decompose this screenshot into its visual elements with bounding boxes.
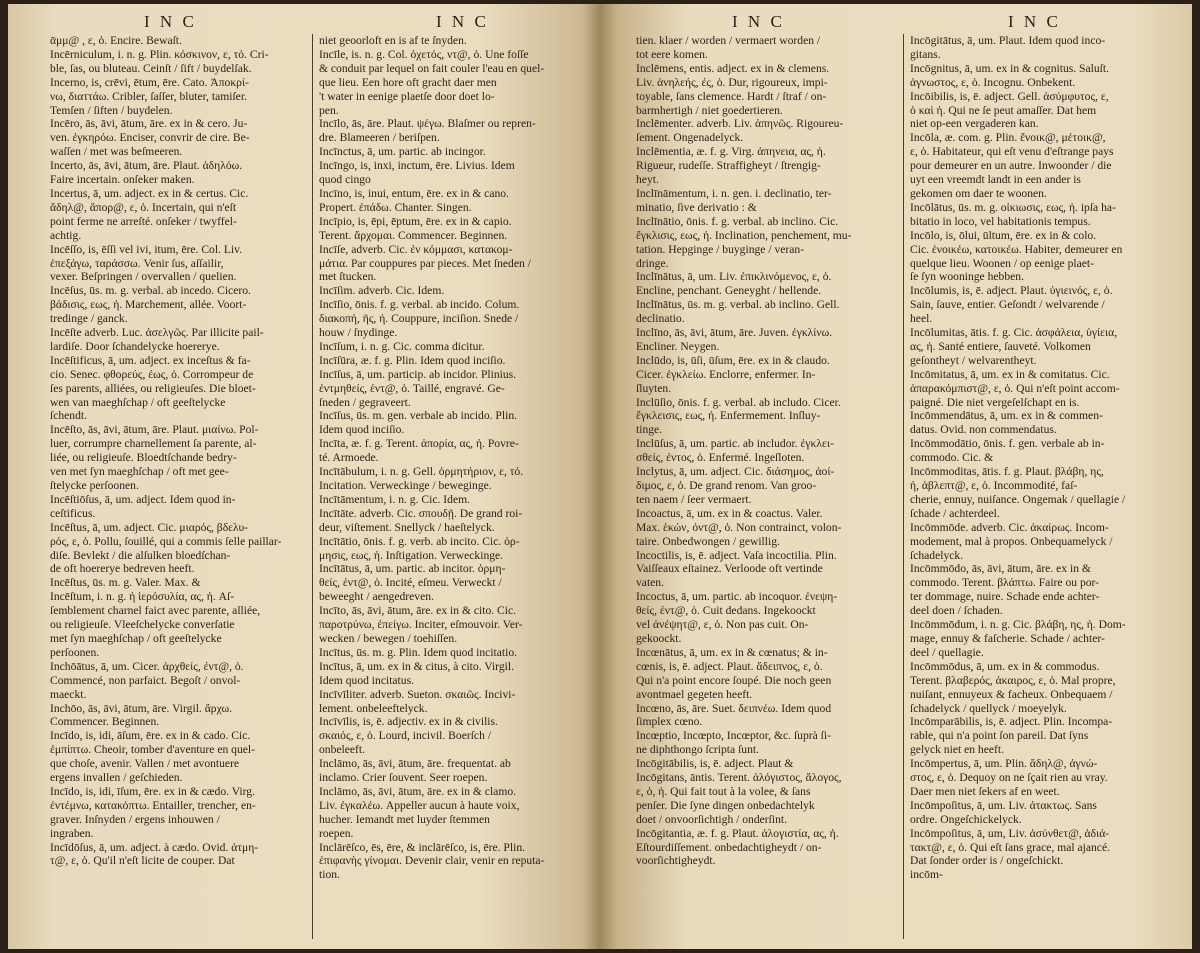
dictionary-line: uyt een vreemdt landt in een ander is bbox=[910, 173, 1081, 187]
dictionary-line: Incīvīlis, is, ē. adjectiv. ex in & civilis. bbox=[319, 715, 498, 729]
dictionary-line: wecken / bewegen / toehiſſen. bbox=[319, 631, 458, 645]
dictionary-line: inclamo. Crier ſouvent. Seer roepen. bbox=[319, 771, 488, 785]
dictionary-line: deel / quellagie. bbox=[910, 645, 984, 659]
dictionary-line: Incōlumis, is, ē. adject. Plaut. ὑγιεινός, ε, ὁ. bbox=[910, 284, 1113, 298]
dictionary-line: deel doen / ſchaden. bbox=[910, 604, 1003, 618]
dictionary-line: taire. Onbedwongen / gewillig. bbox=[636, 534, 780, 548]
dictionary-line: Inclīno, ās, āvi, ātum, āre. Juven. ἐγκλίνω. bbox=[636, 326, 833, 340]
dictionary-line: Incīdo, is, idi, īſum, ēre. ex in & cædo. Virg. bbox=[50, 784, 255, 798]
dictionary-line: Incīngo, is, inxi, inctum, ēre. Livius. Idem bbox=[319, 159, 515, 173]
dictionary-line: ſement. Ongenadelyck. bbox=[636, 131, 744, 145]
dictionary-line: ἐπεξάγω, ταράσσω. Venir ſus, aſſailir, bbox=[50, 256, 224, 270]
dictionary-line: heel. bbox=[910, 312, 933, 326]
dictionary-line: Terent. βλαβερός, ἀκαιρος, ε, ὁ. Mal propre, bbox=[910, 673, 1116, 687]
dictionary-line: Incōlumitas, ātis. f. g. Cic. ἀσφάλεια, ὑγίεια, bbox=[910, 326, 1118, 340]
dictionary-line: Faire incertain. onſeker maken. bbox=[50, 173, 195, 187]
dictionary-line: Incīpio, is, ēpi, ēptum, ēre. ex in & capio. bbox=[319, 214, 512, 228]
dictionary-line: Inclīnātus, ūs. m. g. verbal. ab inclino. Gell. bbox=[636, 298, 840, 312]
dictionary-line: βάδισις, εως, ἡ. Marchement, allée. Voort- bbox=[50, 298, 247, 312]
dictionary-line: dre. Blameeren / beriſpen. bbox=[319, 131, 440, 145]
dictionary-line: ven met ſyn maeghſchap / oft met gee- bbox=[50, 465, 229, 479]
dictionary-line: Incēſtus, ā, um. adject. Cic. μιαρός, βδελυ- bbox=[50, 520, 249, 534]
dictionary-line: Incēſtificus, ā, um. adject. ex inceſtus & fa- bbox=[50, 353, 251, 367]
dictionary-line: Incīſe, adverb. Cic. ἐν κόμμασι, κατακομ- bbox=[319, 242, 513, 256]
dictionary-line: Eſtourdiſſement. onbedachtigheydt / on- bbox=[636, 840, 822, 854]
dictionary-line: met ſyn maeghſchap / oft geeſtelycke bbox=[50, 631, 222, 645]
dictionary-line: vaten. bbox=[636, 576, 665, 590]
dictionary-line: ſe ſyn wooninge hebben. bbox=[910, 270, 1024, 284]
dictionary-line: σθείς, έντος, ὁ. Enfermé. Ingeſloten. bbox=[636, 451, 805, 465]
dictionary-line: νω, διαττάω. Cribler, ſaſſer, bluter, tamiſer. bbox=[50, 89, 247, 103]
dictionary-line: datus. Ovid. non commendatus. bbox=[910, 423, 1057, 437]
dictionary-line: Incōgitābilis, is, ē. adject. Plaut & bbox=[636, 757, 794, 771]
dictionary-line: vexer. Beſpringen / overvallen / quelien. bbox=[50, 270, 237, 284]
dictionary-line: houw / ſnydinge. bbox=[319, 326, 398, 340]
dictionary-line: Incoctilis, is, ē. adject. Vaſa incoctilia. Plin. bbox=[636, 548, 837, 562]
dictionary-line: Incīnctus, ā, um. partic. ab incingor. bbox=[319, 145, 486, 159]
dictionary-line: Inclūſus, ā, um. partic. ab includor. ἐγκλει- bbox=[636, 437, 834, 451]
dictionary-line: luer, corrumpre charnellement ſa parente, al- bbox=[50, 437, 257, 451]
dictionary-line: de oft hoererye bedreven heeft. bbox=[50, 562, 195, 576]
dictionary-line: Incīno, is, inui, entum, ēre. ex in & cano. bbox=[319, 186, 509, 200]
dictionary-line: Inclāmo, ās, āvi, ātum, āre. frequentat. ab bbox=[319, 757, 511, 771]
dictionary-line: dringe. bbox=[636, 256, 669, 270]
dictionary-line: que choſe, avenir. Vallen / met avontuere bbox=[50, 757, 240, 771]
dictionary-line: ergens invallen / geſchieden. bbox=[50, 771, 183, 785]
dictionary-line: ἔγκλεισις, εως, ἡ. Enfermement. Inſluy- bbox=[636, 409, 821, 423]
dictionary-line: Rigueur, rudeſſe. Straffigheyt / ſtrengig- bbox=[636, 159, 821, 173]
dictionary-line: ne diphthongo ſcripta ſunt. bbox=[636, 743, 760, 757]
dictionary-line: θείς, έντ@, ὁ. Incité, eſmeu. Verweckt / bbox=[319, 576, 502, 590]
dictionary-line: μάτια. Par couppures par pieces. Met ſneden / bbox=[319, 256, 531, 270]
right-page-columns bbox=[630, 34, 1176, 939]
dictionary-line: Inchōo, ās, āvi, ātum, āre. Virgil. ἄρχω. bbox=[50, 701, 232, 715]
dictionary-line: ble, ſas, ou bluteau. Ceinſt / ſift / buydelſak. bbox=[50, 61, 252, 75]
running-head-left: I N C bbox=[732, 12, 785, 31]
dictionary-line: Incōlātus, ūs. m. g. οἰκιωσις, εως, ἡ. ipſa ha- bbox=[910, 200, 1116, 214]
dictionary-line: gitans. bbox=[910, 47, 941, 61]
dictionary-line: Incōgitātus, ā, um. Plaut. Idem quod inco- bbox=[910, 34, 1106, 47]
dictionary-line: Incīlo, ās, āre. Plaut. ψέγω. Blaſmer ou repren- bbox=[319, 117, 536, 131]
dictionary-line: ἐμπίπτω. Cheoir, tomber d'aventure en quel- bbox=[50, 743, 255, 757]
dictionary-line: Incōmmodātio, ōnis. f. gen. verbale ab in- bbox=[910, 437, 1105, 451]
dictionary-line: incōm- bbox=[910, 868, 943, 882]
dictionary-line: ἄδηλ@, ἄπορ@, ε, ὁ. Incertain, qui n'eſt bbox=[50, 200, 237, 214]
dictionary-line: cherie, ennuy, nuiſance. Ongemak / quellagie / bbox=[910, 492, 1126, 506]
dictionary-line: τακτ@, ε, ὁ. Qui eſt ſans grace, mal ajancé. bbox=[910, 840, 1110, 854]
dictionary-line: Encliner. Neygen. bbox=[636, 339, 720, 353]
dictionary-line: ſchadelyck / quellyck / moeyelyk. bbox=[910, 701, 1067, 715]
dictionary-line: Inclīnāmentum, i. n. gen. i. declinatio, ter- bbox=[636, 186, 832, 200]
dictionary-line: Inclytus, ā, um. adject. Cic. διάσημος, ἀοί- bbox=[636, 465, 835, 479]
dictionary-line: té. Armoede. bbox=[319, 451, 379, 465]
dictionary-line: Incītābulum, i. n. g. Gell. ὁρμητήριον, ε, τό. bbox=[319, 465, 524, 479]
dictionary-line: tation. Hepginge / buyginge / veran- bbox=[636, 242, 805, 256]
dictionary-line: Inclāmo, ās, āvi, ātum, āre. ex in & clamo. bbox=[319, 784, 517, 798]
dictionary-line: Temſen / ſiften / buydelen. bbox=[50, 103, 173, 117]
dictionary-line: ſemblement charnel faict avec parente, alliée, bbox=[50, 604, 261, 618]
dictionary-line: Propert. ἐπάδω. Chanter. Singen. bbox=[319, 200, 472, 214]
dictionary-line: onbeleeft. bbox=[319, 743, 366, 757]
dictionary-line: heyt. bbox=[636, 173, 659, 187]
dictionary-line: Inclēmens, entis. adject. ex in & clemens. bbox=[636, 61, 830, 75]
dictionary-line: wen van maeghſchap / oft geeſtelycke bbox=[50, 395, 226, 409]
dictionary-line: διμος, ε, ὁ. De grand renom. Van groo- bbox=[636, 479, 817, 492]
dictionary-line: commodo. Terent. βλάπτω. Faire ou por- bbox=[910, 576, 1100, 590]
dictionary-line: lardiſe. Door ſchandelycke hoererye. bbox=[50, 339, 220, 353]
left-page bbox=[8, 4, 600, 949]
dictionary-line: Incōmmendātus, ā, um. ex in & commen- bbox=[910, 409, 1103, 423]
dictionary-line: ρός, ε, ὁ. Pollu, ſouillé, qui a commis ſelle paillar- bbox=[50, 534, 282, 548]
dictionary-line: Incōlo, is, ōlui, ūltum, ēre. ex in & colo. bbox=[910, 228, 1097, 242]
dictionary-line: Encline, penchant. Geneyght / hellende. bbox=[636, 284, 822, 298]
dictionary-line: Incōmmoditas, ātis. f. g. Plaut. βλάβη, ης, bbox=[910, 465, 1104, 479]
dictionary-line: Incīſus, ūs. m. gen. verbale ab incido. Plin. bbox=[319, 409, 518, 423]
dictionary-line: ἀπαρακόμπιστ@, ε, ὁ. Qui n'eſt point accom- bbox=[910, 381, 1120, 395]
dictionary-line: & conduit par lequel on fait couler l'eau en quel- bbox=[319, 61, 545, 75]
dictionary-line: Incērniculum, i. n. g. Plin. κόσκινον, ε, τό. Cri- bbox=[50, 47, 269, 61]
dictionary-line: Incitation. Verweckinge / beweginge. bbox=[319, 479, 492, 492]
dictionary-line: Incēſſo, is, ēſſi vel ivi, itum, ēre. Col. Liv. bbox=[50, 242, 243, 256]
dictionary-line: ſneden / gegraveert. bbox=[319, 395, 411, 409]
dictionary-line: Incōgitantia, æ. f. g. Plaut. ἀλογιστία, ας, ἡ. bbox=[636, 826, 839, 840]
dictionary-line: pen. bbox=[319, 103, 339, 117]
dictionary-line: Daer men niet ſekers af en weet. bbox=[910, 784, 1060, 798]
dictionary-line: Incōmmōde. adverb. Cic. ἀκαίρως. Incom- bbox=[910, 520, 1109, 534]
dictionary-line: Cicer. ἐγκλείω. Enclorre, enfermer. In- bbox=[636, 367, 816, 381]
dictionary-line: Incēſtus, ūs. m. g. Valer. Max. & bbox=[50, 576, 201, 590]
dictionary-line: Incītātus, ā, um. partic. ab incitor. ὁρμη- bbox=[319, 562, 506, 576]
book-spread bbox=[8, 4, 1192, 949]
dictionary-line: ingraben. bbox=[50, 826, 94, 840]
dictionary-line: Commencer. Beginnen. bbox=[50, 715, 160, 729]
dictionary-line: ceſtificus. bbox=[50, 506, 96, 520]
dictionary-line: Incīſim. adverb. Cic. Idem. bbox=[319, 284, 445, 298]
dictionary-line: Inclūſio, ōnis. f. g. verbal. ab includo. Cicer. bbox=[636, 395, 841, 409]
left-page-columns bbox=[44, 34, 580, 939]
dictionary-line: ἡ, ἀβλεπτ@, ε, ὁ. Incommodité, faſ- bbox=[910, 479, 1078, 492]
dictionary-line: Incīſūra, æ. f. g. Plin. Idem quod inciſio. bbox=[319, 353, 506, 367]
running-head-right: I N C bbox=[436, 12, 489, 31]
dictionary-line: Cic. ἐνοικέω, κατοικέω. Habiter, demeurer en bbox=[910, 242, 1123, 256]
dictionary-line: Inclīnātio, ōnis. f. g. verbal. ab inclino. Cic. bbox=[636, 214, 839, 228]
right-page-header bbox=[600, 10, 1192, 32]
dictionary-line: στος, ε, ὁ. Dequoy on ne ſçait rien au vray. bbox=[910, 771, 1108, 785]
dictionary-line: ordre. Ongeſchickelyck. bbox=[910, 812, 1022, 826]
dictionary-line: Inchōātus, ā, um. Cicer. ἀρχθείς, έντ@, ὁ. bbox=[50, 659, 244, 673]
dictionary-line: tredinge / ganck. bbox=[50, 312, 128, 326]
dictionary-line: pour demeurer en un autre. Inwoonder / die bbox=[910, 159, 1112, 173]
dictionary-line: liée, ou religieuſe. Bloedtſchande bedry- bbox=[50, 451, 237, 465]
dictionary-line: rable, qui n'a point ſon pareil. Dat ſyns bbox=[910, 729, 1089, 743]
dictionary-line: ſchade / achterdeel. bbox=[910, 506, 1000, 520]
right-page-column-2 bbox=[903, 34, 1176, 939]
dictionary-line: Incīvīliter. adverb. Sueton. σκαιῶς. Incivi- bbox=[319, 687, 516, 701]
dictionary-line: Incerno, is, crēvi, ētum, ēre. Cato. Ἀποκρί- bbox=[50, 75, 249, 89]
dictionary-line: ἐντμηθείς, έντ@, ὁ. Taillé, engravé. Ge- bbox=[319, 381, 505, 395]
dictionary-line: niet op-een vergaderen kan. bbox=[910, 117, 1039, 131]
dictionary-line: graver. Inſnyden / ergens inhouwen / bbox=[50, 812, 220, 826]
dictionary-line: ſes parents, alliées, ou religieuſes. Die bloet- bbox=[50, 381, 256, 395]
running-head-right: I N C bbox=[1008, 12, 1061, 31]
dictionary-line: tot eere komen. bbox=[636, 47, 708, 61]
dictionary-line: Inclīnātus, ā, um. Liv. ἐπικλινόμενος, ε, ὁ. bbox=[636, 270, 832, 284]
dictionary-line: Liv. ἐγκαλέω. Appeller aucun à haute voix, bbox=[319, 798, 520, 812]
dictionary-line: Incīle, is. n. g. Col. ὀχετός, ντ@, ὁ. Une foſſe bbox=[319, 47, 529, 61]
dictionary-line: tinge. bbox=[636, 423, 663, 437]
dictionary-line: Incōmparābilis, is, ē. adject. Plin. Incompa- bbox=[910, 715, 1113, 729]
dictionary-line: Incīſus, ā, um. particip. ab incidor. Plinius. bbox=[319, 367, 517, 381]
dictionary-line: cio. Senec. φθορεύς, έως, ὁ. Corrompeur de bbox=[50, 367, 254, 381]
dictionary-line: niet geoorloft en is af te ſnyden. bbox=[319, 34, 467, 47]
dictionary-line: ſluyten. bbox=[636, 381, 672, 395]
dictionary-line: diſe. Bevlekt / die alſulken bloedſchan- bbox=[50, 548, 231, 562]
dictionary-line: ſtelycke perſoonen. bbox=[50, 479, 139, 492]
dictionary-line: Incītus, ūs. m. g. Plin. Idem quod incitatio. bbox=[319, 645, 518, 659]
dictionary-line: penſer. Die ſyne dingen onbedachtelyk bbox=[636, 798, 815, 812]
dictionary-line: σκαιός, ε, ὁ. Lourd, incivil. Boerſch / bbox=[319, 729, 491, 743]
dictionary-line: Max. ἑκών, όντ@, ὁ. Non contrainct, volon- bbox=[636, 520, 842, 534]
dictionary-line: tien. klaer / worden / vermaert worden / bbox=[636, 34, 821, 47]
dictionary-line: ἐντέμνω, κατακόπτω. Entailler, trencher, en- bbox=[50, 798, 256, 812]
dictionary-line: Incēſtum, i. n. g. ἡ ἱερόσυλία, ας, ἡ. Aſ- bbox=[50, 590, 235, 604]
dictionary-line: avontmael gegeten heeft. bbox=[636, 687, 753, 701]
running-head-left: I N C bbox=[144, 12, 197, 31]
dictionary-line: Idem quod incitatus. bbox=[319, 673, 414, 687]
dictionary-line: Incoctus, ā, um. partic. ab incoquor. ἐνεψη- bbox=[636, 590, 838, 604]
dictionary-line: Incōgitans, āntis. Terent. ἀλόγιστος, ἄλογος, bbox=[636, 771, 842, 785]
dictionary-line: doet / onvoorſichtigh / onderſint. bbox=[636, 812, 788, 826]
dictionary-line: Incīdo, is, idi, āſum, ēre. ex in & cado. Cic. bbox=[50, 729, 251, 743]
dictionary-line: Incœnātus, ā, um. ex in & cœnatus; & in- bbox=[636, 645, 828, 659]
dictionary-line: Incœptio, Incœpto, Incœptor, &c. ſuprà ſi- bbox=[636, 729, 831, 743]
dictionary-line: ε, ὁ. Habitateur, qui eſt venu d'eſtrange pays bbox=[910, 145, 1114, 159]
dictionary-line: ὁ καὶ ἡ. Qui ne ſe peut amaſſer. Dat hem bbox=[910, 103, 1097, 117]
dictionary-line: Terent. ἄρχομαι. Commencer. Beginnen. bbox=[319, 228, 508, 242]
dictionary-line: ſchadelyck. bbox=[910, 548, 964, 562]
dictionary-line: διακοπή, ῆς, ἡ. Couppure, inciſion. Snede / bbox=[319, 312, 519, 326]
dictionary-line: cœnis, is, ē. adject. Plaut. ἄδειπνος, ε, ὁ. bbox=[636, 659, 823, 673]
dictionary-line: Incīdōſus, ā, um. adject. à cædo. Ovid. ἀτμη- bbox=[50, 840, 259, 854]
dictionary-line: Inclūdo, is, ūſi, ūſum, ēre. ex in & claudo. bbox=[636, 353, 830, 367]
dictionary-line: ter dommage, nuire. Schade ende achter- bbox=[910, 590, 1100, 604]
dictionary-line: Inclēmentia, æ. f. g. Virg. ἀπηνεια, ας, ἡ. bbox=[636, 145, 826, 159]
dictionary-line: Incōmmōdo, ās, āvi, ātum, āre. ex in & bbox=[910, 562, 1091, 576]
dictionary-line: perſoonen. bbox=[50, 645, 100, 659]
dictionary-line: θείς, έντ@, ὁ. Cuit dedans. Ingekoockt bbox=[636, 604, 816, 618]
dictionary-line: lement. onbeleeftelyck. bbox=[319, 701, 428, 715]
dictionary-line: commodo. Cic. & bbox=[910, 451, 994, 465]
dictionary-line: Incītāte. adverb. Cic. σπουδῇ. De grand roi- bbox=[319, 506, 523, 520]
dictionary-line: minatio, ſive derivatio : & bbox=[636, 200, 757, 214]
dictionary-line: roepen. bbox=[319, 826, 354, 840]
dictionary-line: quelque lieu. Woonen / op eenige plaet- bbox=[910, 256, 1094, 270]
dictionary-line: Incōibilis, is, ē. adject. Gell. ἀσύμφυτος, ε, bbox=[910, 89, 1109, 103]
dictionary-line: Liv. ἀνηλεής, ές, ὁ. Dur, rigoureux, impi- bbox=[636, 75, 828, 89]
dictionary-line: Idem quod inciſio. bbox=[319, 423, 405, 437]
dictionary-line: toyable, ſans clemence. Hardt / ſtraf / on- bbox=[636, 89, 827, 103]
dictionary-line: Incōla, æ. com. g. Plin. ἔνοικ@, μέτοικ@, bbox=[910, 131, 1106, 145]
dictionary-line: ἐπιφανὴς γίνομαι. Devenir clair, venir en reputa- bbox=[319, 854, 545, 868]
dictionary-line: Incoactus, ā, um. ex in & coactus. Valer. bbox=[636, 506, 823, 520]
dictionary-line: gekoockt. bbox=[636, 631, 682, 645]
dictionary-line: Incīſum, i. n. g. Cic. comma dicitur. bbox=[319, 339, 485, 353]
dictionary-line: maeckt. bbox=[50, 687, 87, 701]
dictionary-line: Incōmitatus, ā, um. ex in & comitatus. Cic. bbox=[910, 367, 1110, 381]
dictionary-line: ᾱμμ@ , ε, ὁ. Encire. Bewaſt. bbox=[50, 34, 182, 47]
left-page-header bbox=[8, 10, 600, 32]
dictionary-line: Inclēmenter. adverb. Liv. ἀπηνῶς. Rigoureu- bbox=[636, 117, 844, 131]
dictionary-line: que lieu. Een hore oft gracht daer men bbox=[319, 75, 497, 89]
dictionary-line: mage, ennuy & faſcherie. Schade / achter- bbox=[910, 631, 1105, 645]
dictionary-line: tion. bbox=[319, 868, 340, 882]
dictionary-line: bitatio in loco, vel habitationis tempus. bbox=[910, 214, 1091, 228]
dictionary-line: Incœno, ās, āre. Suet. δειπνέω. Idem quod bbox=[636, 701, 832, 715]
dictionary-line: Incītāmentum, i. n. g. Cic. Idem. bbox=[319, 492, 471, 506]
dictionary-line: τ@, ε, ὁ. Qu'il n'eſt licite de couper. Dat bbox=[50, 854, 235, 868]
dictionary-line: ἔγκλισις, εως, ἡ. Inclination, penchement, mu- bbox=[636, 228, 852, 242]
dictionary-line: Incītātio, ōnis. f. g. verb. ab incito. Cic. ὁρ- bbox=[319, 534, 520, 548]
left-page-column-1 bbox=[44, 34, 312, 939]
dictionary-line: voorſichtigheydt. bbox=[636, 854, 716, 868]
dictionary-line: gekomen om daer te woonen. bbox=[910, 186, 1047, 200]
dictionary-line: Incōmmōdum, i. n. g. Cic. βλάβη, ης, ἡ. Dom- bbox=[910, 618, 1126, 632]
dictionary-line: ας, ἡ. Santé entiere, ſauveté. Volkomen bbox=[910, 339, 1091, 353]
dictionary-line: μησις, εως, ἡ. Inſtigation. Verweckinge. bbox=[319, 548, 504, 562]
dictionary-line: παροτρύνω, ἐπείγω. Inciter, eſmouvoir. Ver- bbox=[319, 618, 523, 632]
dictionary-line: paigné. Die niet vergeſelſchapt en is. bbox=[910, 395, 1080, 409]
dictionary-line: Incīta, æ. f. g. Terent. ἀπορία, ας, ἡ. Povre- bbox=[319, 437, 519, 451]
dictionary-line: Incīſio, ōnis. f. g. verbal. ab incido. Colum. bbox=[319, 298, 520, 312]
dictionary-line: Qui n'a point encore ſoupé. Die noch geen bbox=[636, 673, 832, 687]
dictionary-line: Incōmpoſitus, ā, um, Liv. ἀσύνθετ@, ἀδιά- bbox=[910, 826, 1110, 840]
dictionary-line: vel ἀνέψητ@, ε, ὁ. Non pas cuit. On- bbox=[636, 618, 809, 632]
dictionary-line: modement, mal à propos. Onbequamelyck / bbox=[910, 534, 1113, 548]
dictionary-line: Incītus, ā, um. ex in & citus, à cito. Virgil. bbox=[319, 659, 514, 673]
dictionary-line: ſchendt. bbox=[50, 409, 88, 423]
dictionary-line: 't water in eenige plaetſe door doet lo- bbox=[319, 89, 495, 103]
dictionary-line: Incōgnitus, ā, um. ex in & cognitus. Saluſt. bbox=[910, 61, 1110, 75]
dictionary-line: Dat ſonder order is / ongeſchickt. bbox=[910, 854, 1064, 868]
dictionary-line: Incēſto, ās, āvi, ātum, āre. Plaut. μιαίνω. Pol- bbox=[50, 423, 259, 437]
dictionary-line: Sain, ſauve, entier. Geſondt / welvarende / bbox=[910, 298, 1105, 312]
dictionary-line: Incōmpertus, ā, um. Plin. ἄδηλ@, ἀγνώ- bbox=[910, 757, 1098, 771]
dictionary-line: point ferme ne arreſté. onſeker / twyffel- bbox=[50, 214, 237, 228]
dictionary-line: Incēſus, ūs. m. g. verbal. ab incedo. Cicero. bbox=[50, 284, 251, 298]
dictionary-line: met ſtucken. bbox=[319, 270, 377, 284]
dictionary-line: Incīto, ās, āvi, ātum, āre. ex in & cito. Cic. bbox=[319, 604, 517, 618]
dictionary-line: declinatio. bbox=[636, 312, 685, 326]
dictionary-line: ten naem / ſeer vermaert. bbox=[636, 492, 752, 506]
dictionary-line: Incēro, ās, āvi, ātum, āre. ex in & cero. Ju- bbox=[50, 117, 248, 131]
dictionary-line: ε, ὁ, ἡ. Qui fait tout à la volee, & ſans bbox=[636, 784, 811, 798]
dictionary-line: Incertus, ā, um. adject. ex in & certus. Cic. bbox=[50, 186, 249, 200]
dictionary-line: deur, viſtement. Snellyck / haeſtelyck. bbox=[319, 520, 495, 534]
dictionary-line: ou religieuſe. Vleeſchelycke converſatie bbox=[50, 618, 235, 632]
dictionary-line: gelyck niet en heeft. bbox=[910, 743, 1004, 757]
dictionary-line: ven. ἐγκηρόω. Enciser, convrir de cire. Be- bbox=[50, 131, 250, 145]
dictionary-line: quod cingo bbox=[319, 173, 371, 187]
dictionary-line: barmhertigh / niet goedertieren. bbox=[636, 103, 783, 117]
dictionary-line: Incōmpoſitus, ā, um. Liv. ἀτακτως. Sans bbox=[910, 798, 1097, 812]
dictionary-line: Incerto, ās, āvi, ātum, āre. Plaut. ἀδηλόω. bbox=[50, 159, 243, 173]
dictionary-line: achtig. bbox=[50, 228, 82, 242]
dictionary-line: Inclārēſco, ēs, ēre, & inclārēſco, is, ēre. Plin. bbox=[319, 840, 526, 854]
dictionary-line: Vaiſſeaux eſtainez. Verloode oft vertinde bbox=[636, 562, 823, 576]
dictionary-line: geſontheyt / welvarentheyt. bbox=[910, 353, 1037, 367]
dictionary-line: ſimplex cœno. bbox=[636, 715, 703, 729]
left-page-column-2 bbox=[312, 34, 580, 939]
right-page-column-1 bbox=[630, 34, 903, 939]
right-page bbox=[600, 4, 1192, 949]
dictionary-line: Commencé, non parfaict. Begoſt / onvol- bbox=[50, 673, 241, 687]
dictionary-line: Incōmmōdus, ā, um. ex in & commodus. bbox=[910, 659, 1100, 673]
dictionary-line: waſſen / met was beſmeeren. bbox=[50, 145, 183, 159]
dictionary-line: nuiſant, ennuyeux & facheux. Onbequaem / bbox=[910, 687, 1113, 701]
dictionary-line: Incēſtiōſus, ā, um. adject. Idem quod in- bbox=[50, 492, 236, 506]
dictionary-line: beweeght / aengedreven. bbox=[319, 590, 434, 604]
dictionary-line: Incēſte adverb. Luc. ἀσελγῶς. Par illicite pail- bbox=[50, 326, 264, 340]
dictionary-line: hucher. Iemandt met luyder ſtemmen bbox=[319, 812, 490, 826]
dictionary-line: ἀγνωστος, ε, ὁ. Incognu. Onbekent. bbox=[910, 75, 1076, 89]
